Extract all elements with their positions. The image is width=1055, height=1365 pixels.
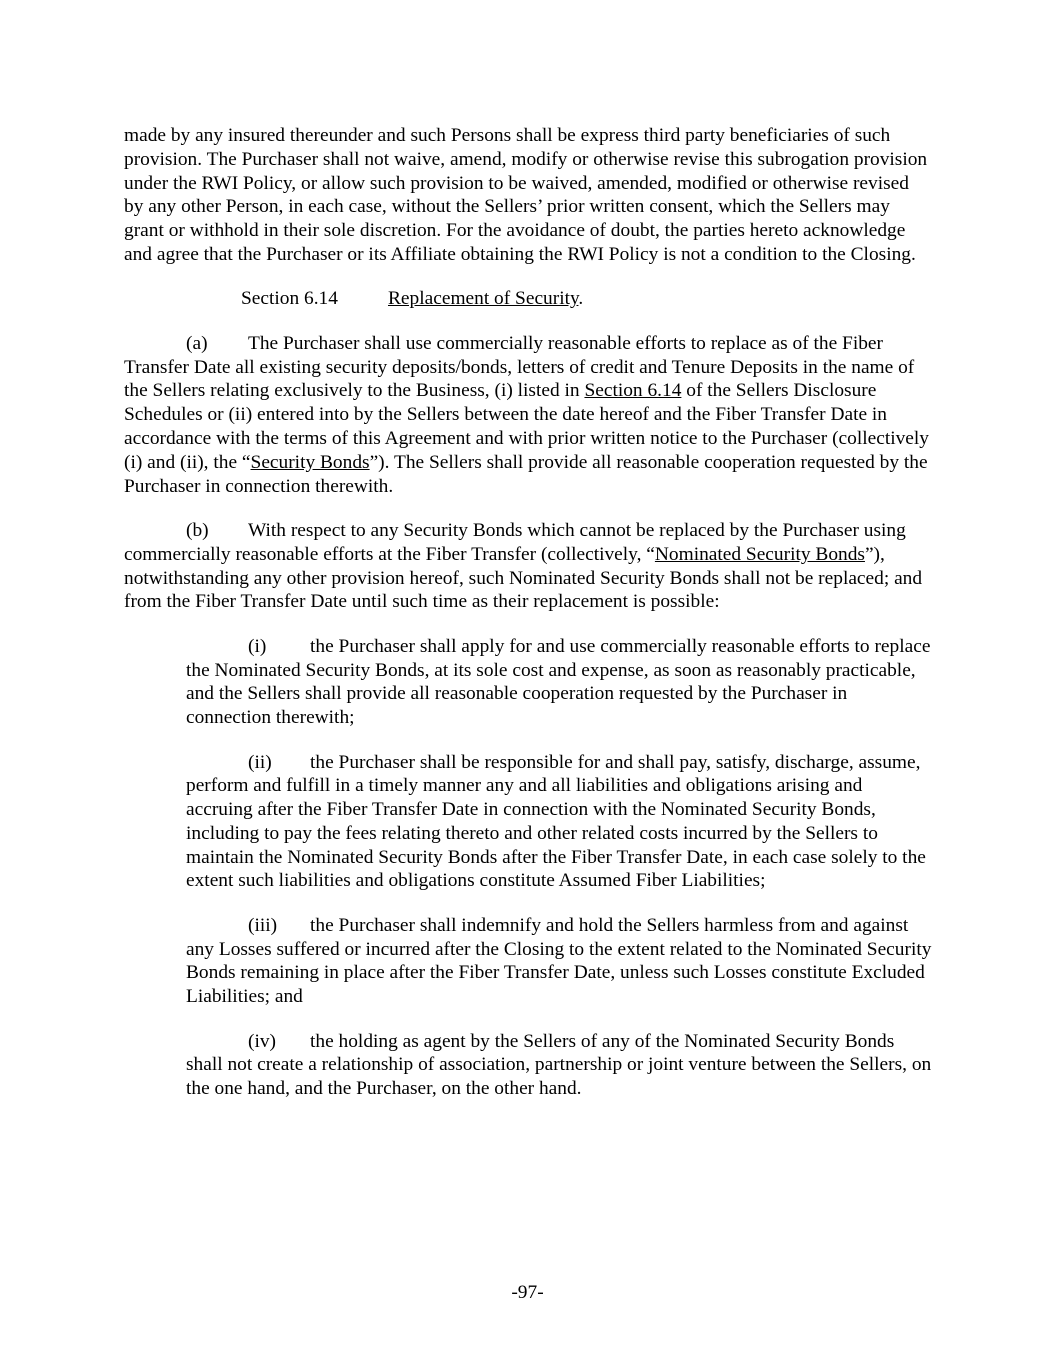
schedule-reference: Section 6.14 [584,380,682,402]
paragraph-a [124,332,932,499]
sub-item-i [186,635,932,730]
sub-item-ii-label: (ii) [248,751,272,773]
sub-item-iv-label: (iv) [248,1030,276,1052]
sub-item-i-text: the Purchaser shall apply for and use commercially reasonable efforts to replace the Nominated Security Bonds, at its sole cost and expense, as soon as reasonably practicable, and the Sellers shall provide all reasonable cooperation requested by the Purchaser in connection therewith; [186,635,931,729]
paragraph-b-text-1: With respect to any Security Bonds which cannot be replaced by the Purchaser using commercially reasonable efforts at the Fiber Transfer (collectively, “ [124,519,906,565]
carryover-paragraph: made by any insured thereunder and such Persons shall be express third party beneficiaries of such provision. The Purchaser shall not waive, amend, modify or otherwise revise this subrogation provision under the RWI Policy, or allow such provision to be waived, amended, modified or otherwise revised by any other Person, in each case, without the Sellers’ prior written consent, which the Sellers may grant or withhold in their sole discretion. For the avoidance of doubt, the parties hereto acknowledge and agree that the Purchaser or its Affiliate obtaining the RWI Policy is not a condition to the Closing. [124,125,928,265]
paragraph-b-label: (b) [186,519,209,541]
paragraph-a-text-3: ”). The Sellers shall provide all reasonable cooperation requested by the Purchaser in connection therewith. [124,451,928,497]
sub-item-iii-text: the Purchaser shall indemnify and hold the Sellers harmless from and against any Losses suffered or incurred after the Closing to the extent related to the Nominated Security Bonds remaining in place after the Fiber Transfer Date, unless such Losses constitute Excluded Liabilities; and [186,914,932,1008]
section-heading [124,287,932,311]
sub-item-ii-text: the Purchaser shall be responsible for and shall pay, satisfy, discharge, assume, perform and fulfill in a timely manner any and all liabilities and obligations arising and accruing after the Fiber Transfer Date in connection with the Nominated Security Bonds, including to pay the fees relating thereto and other related costs incurred by the Sellers to maintain the Nominated Security Bonds after the Fiber Transfer Date, in each case solely to the extent such liabilities and obligations constitute Assumed Fiber Liabilities; [186,751,926,892]
paragraph-b-text-2: ”), notwithstanding any other provision hereof, such Nominated Security Bonds shall not be replaced; and from the Fiber Transfer Date until such time as their replacement is possible: [124,543,923,613]
sub-item-iv [186,1030,932,1101]
defined-term-security-bonds: Security Bonds [250,451,370,473]
sub-item-iv-text: the holding as agent by the Sellers of any of the Nominated Security Bonds shall not create a relationship of association, partnership or joint venture between the Sellers, on the one hand, and the Purchaser, on the other hand. [186,1030,932,1100]
paragraph-a-text-2: of the Sellers Disclosure Schedules or (ii) entered into by the Sellers between the date hereof and the Fiber Transfer Date in accordance with the terms of this Agreement and with prior written notice to the Purchaser (collectively (i) and (ii), the “ [124,380,929,473]
section-title: Replacement of Security [388,288,579,310]
paragraph-a-text-1: The Purchaser shall use commercially reasonable efforts to replace as of the Fiber Transfer Date all existing security deposits/bonds, letters of credit and Tenure Deposits in the name of the Sellers relating exclusively to the Business, (i) listed in [124,332,915,402]
sub-item-iii [186,914,932,1009]
paragraph-b [124,519,932,614]
paragraph-a-label: (a) [186,332,208,354]
defined-term-nominated-security-bonds: Nominated Security Bonds [654,543,865,565]
sub-item-i-label: (i) [248,635,267,657]
page-number: -97- [511,1282,544,1303]
document-page [124,124,932,1122]
sub-item-iii-label: (iii) [248,914,278,936]
section-title-period: . [578,288,584,310]
section-number: Section 6.14 [241,288,338,310]
sub-item-ii [186,751,932,894]
